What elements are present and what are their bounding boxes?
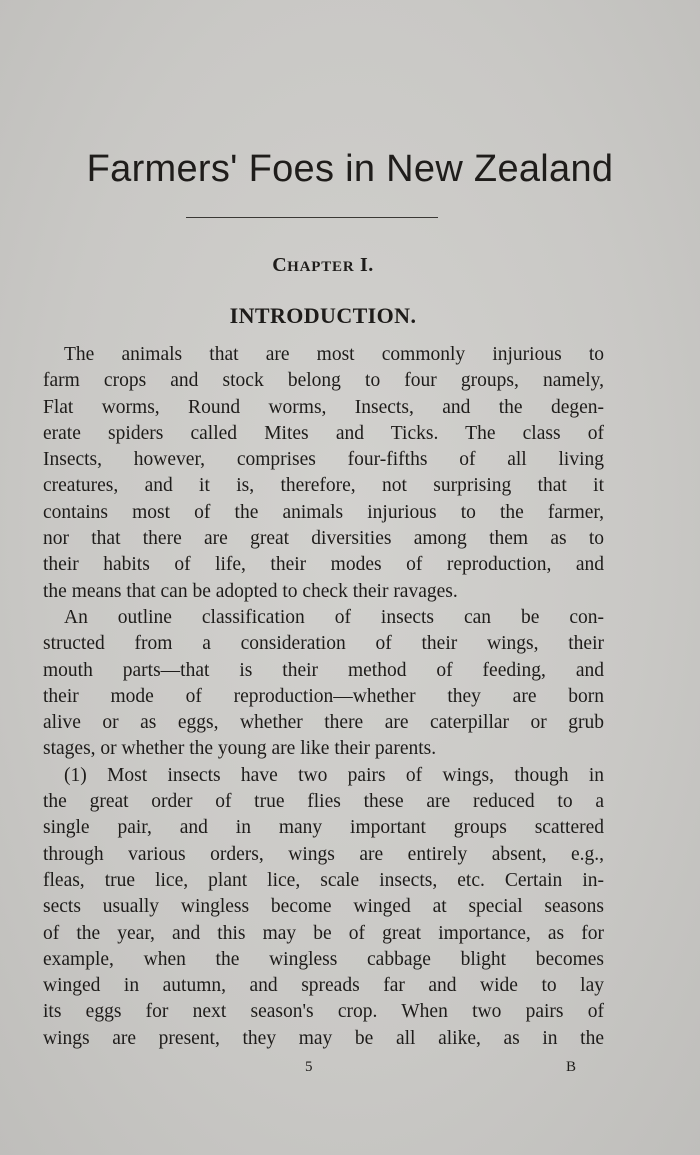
signature-mark: B bbox=[566, 1059, 577, 1075]
body-text bbox=[43, 342, 604, 1052]
paragraph bbox=[43, 342, 604, 605]
text-line: the great order of true flies these are reduced to a bbox=[43, 791, 604, 813]
text-line: An outline classification of insects can be con- bbox=[64, 606, 604, 628]
text-line: example, when the wingless cabbage blight becomes bbox=[43, 948, 604, 970]
text-line: (1) Most insects have two pairs of wings, though in bbox=[64, 764, 604, 786]
text-line: erate spiders called Mites and Ticks. The class of bbox=[43, 422, 604, 444]
text-line: farm crops and stock belong to four groups, namely, bbox=[43, 370, 604, 392]
text-line: single pair, and in many important groups scattered bbox=[43, 817, 604, 839]
text-line: winged in autumn, and spreads far and wide to lay bbox=[43, 975, 604, 997]
text-line: mouth parts—that is their method of feeding, and bbox=[43, 659, 604, 681]
paragraph bbox=[43, 763, 604, 1052]
text-line: sects usually wingless become winged at special seasons bbox=[43, 896, 604, 918]
text-line: stages, or whether the young are like their parents. bbox=[43, 738, 437, 760]
section-title: INTRODUCTION. bbox=[229, 303, 417, 328]
text-line: Insects, however, comprises four-fifths of all living bbox=[43, 449, 604, 471]
text-line: wings are present, they may be all alike, as in the bbox=[43, 1027, 604, 1049]
text-line: nor that there are great diversities among them as to bbox=[43, 528, 604, 550]
paragraph bbox=[43, 605, 604, 763]
text-line: their habits of life, their modes of reproduction, and bbox=[43, 554, 604, 576]
title-rule bbox=[186, 217, 438, 218]
text-line: its eggs for next season's crop. When two pairs of bbox=[43, 1001, 604, 1023]
text-line: The animals that are most commonly injurious to bbox=[64, 344, 604, 365]
text-line: creatures, and it is, therefore, not surprising that it bbox=[43, 475, 604, 497]
text-line: Flat worms, Round worms, Insects, and the degen- bbox=[43, 396, 604, 418]
text-line: their mode of reproduction—whether they are born bbox=[43, 685, 604, 707]
text-line: the means that can be adopted to check their ravages. bbox=[43, 580, 458, 602]
text-line: of the year, and this may be of great importance, as for bbox=[43, 922, 604, 944]
chapter-number: I. bbox=[359, 254, 374, 276]
chapter-prefix-rest: HAPTER bbox=[287, 259, 355, 275]
page-number: 5 bbox=[305, 1059, 313, 1075]
text-line: structed from a consideration of their wings, their bbox=[43, 633, 604, 655]
text-line: through various orders, wings are entirely absent, e.g., bbox=[43, 843, 604, 865]
book-title: Farmers' Foes in New Zealand bbox=[86, 148, 614, 190]
text-line: fleas, true lice, plant lice, scale insects, etc. Certain in- bbox=[43, 869, 604, 891]
text-line: contains most of the animals injurious to the farmer, bbox=[43, 501, 604, 523]
text-line: alive or as eggs, whether there are caterpillar or grub bbox=[43, 712, 604, 734]
chapter-prefix-capital: C bbox=[272, 254, 288, 276]
chapter-heading bbox=[0, 254, 646, 277]
